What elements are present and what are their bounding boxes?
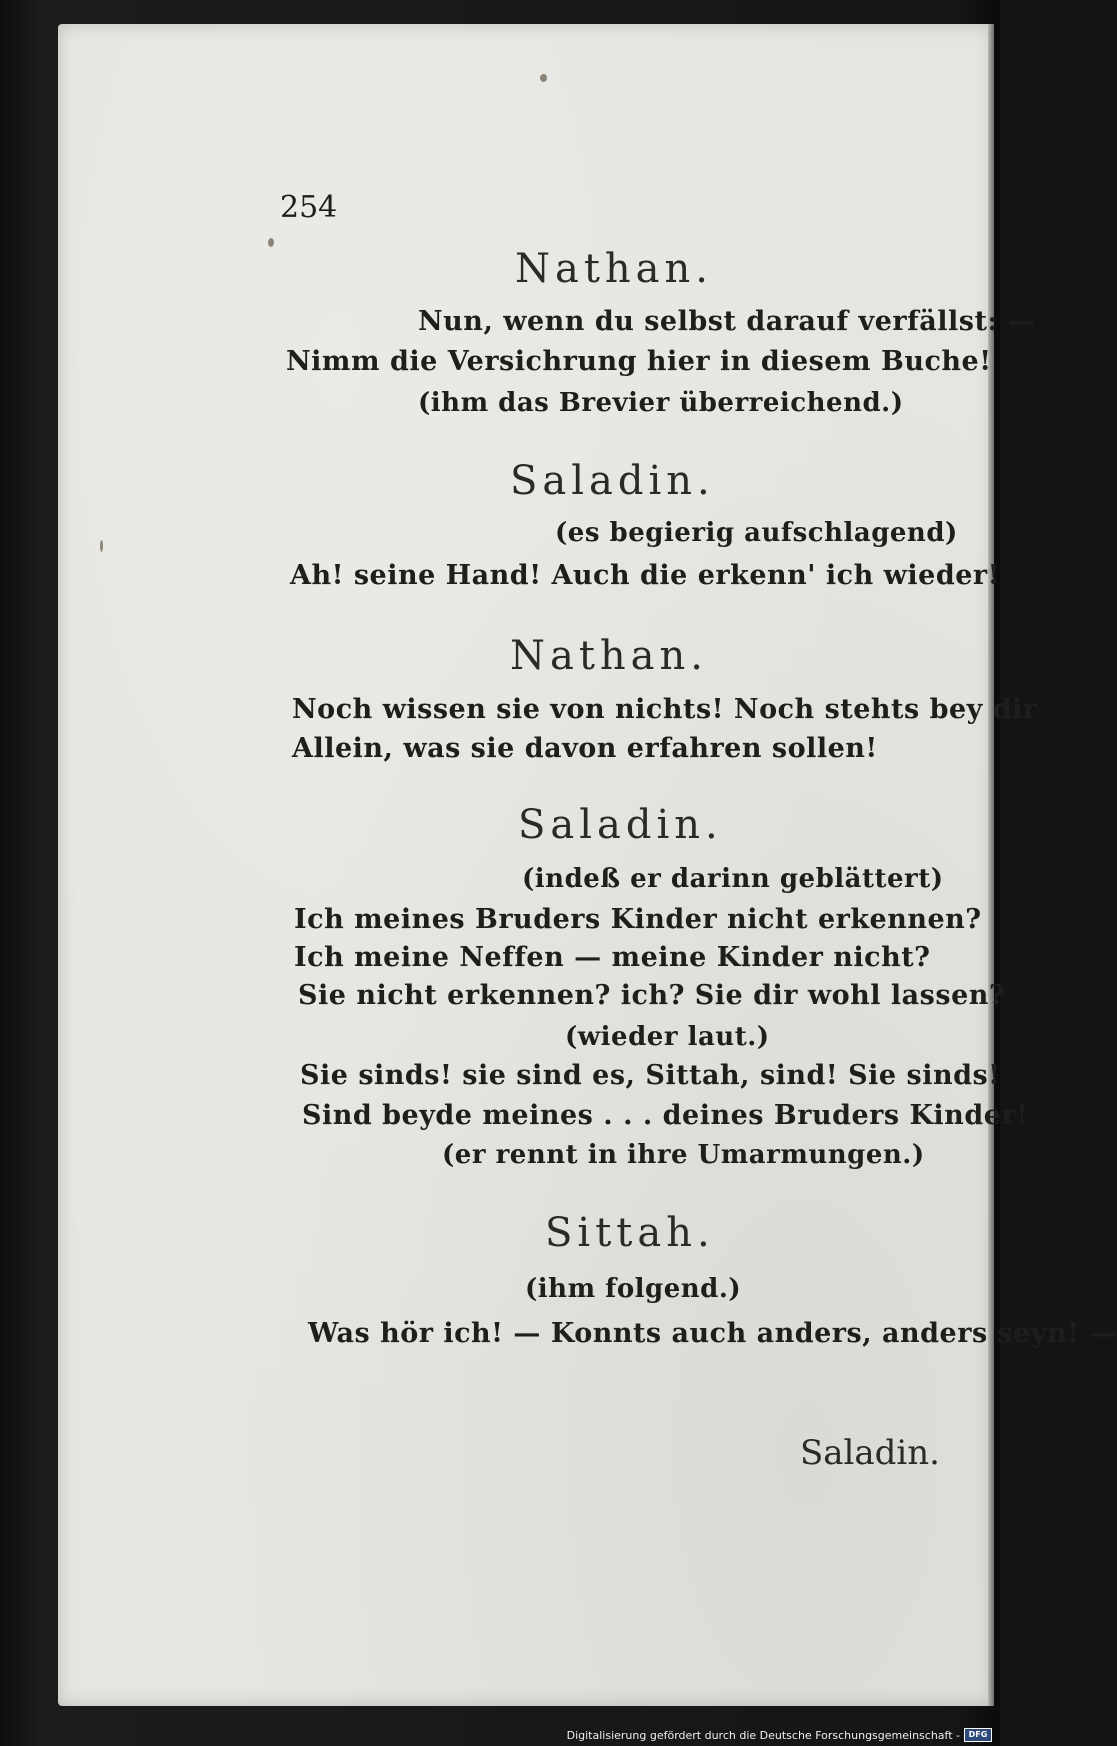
speaker-name: Saladin. xyxy=(518,802,723,848)
footer-credit: Digitalisierung gefördert durch die Deutsche Forschungsgemeinschaft - xyxy=(566,1728,960,1742)
digitization-footer xyxy=(567,1728,992,1742)
paper-spot xyxy=(540,74,547,82)
verse-line: Ah! seine Hand! Auch die erkenn' ich wieder! xyxy=(290,560,1000,591)
stage-direction: (es begierig aufschlagend) xyxy=(555,518,958,548)
page-number: 254 xyxy=(280,190,338,225)
speaker-name: Saladin. xyxy=(510,458,715,504)
paper-spot xyxy=(100,540,103,552)
dfg-logo: DFG xyxy=(964,1728,992,1742)
verse-line: Nimm die Versichrung hier in diesem Buche! xyxy=(286,346,992,377)
verse-line: Noch wissen sie von nichts! Noch stehts bey dir xyxy=(292,694,1038,725)
speaker-name: Sittah. xyxy=(545,1210,715,1256)
stage-direction: (ihm folgend.) xyxy=(525,1274,742,1304)
stage-direction: (indeß er darinn geblättert) xyxy=(522,864,944,894)
stage-direction: (er rennt in ihre Umarmungen.) xyxy=(442,1140,925,1170)
verse-line: Ich meines Bruders Kinder nicht erkennen? xyxy=(294,904,982,935)
paper-spot xyxy=(268,238,274,247)
verse-line: Sie nicht erkennen? ich? Sie dir wohl lassen? xyxy=(298,980,1006,1011)
speaker-name: Nathan. xyxy=(510,633,709,679)
verse-line: Allein, was sie davon erfahren sollen! xyxy=(292,733,878,764)
stage-direction: (ihm das Brevier überreichend.) xyxy=(418,388,904,418)
page-edge xyxy=(988,24,994,1706)
catchword: Saladin. xyxy=(799,1433,940,1473)
verse-line: Ich meine Neffen — meine Kinder nicht? xyxy=(294,942,931,973)
speaker-name: Nathan. xyxy=(515,246,714,292)
verse-line: Was hör ich! — Konnts auch anders, anders seyn! — xyxy=(308,1318,1117,1349)
verse-line: Nun, wenn du selbst darauf verfällst: — xyxy=(418,306,1036,337)
stage-direction: (wieder laut.) xyxy=(565,1022,770,1052)
verse-line: Sie sinds! sie sind es, Sittah, sind! Sie sinds! xyxy=(300,1060,1001,1091)
verse-line: Sind beyde meines . . . deines Bruders Kinder! xyxy=(302,1100,1029,1131)
